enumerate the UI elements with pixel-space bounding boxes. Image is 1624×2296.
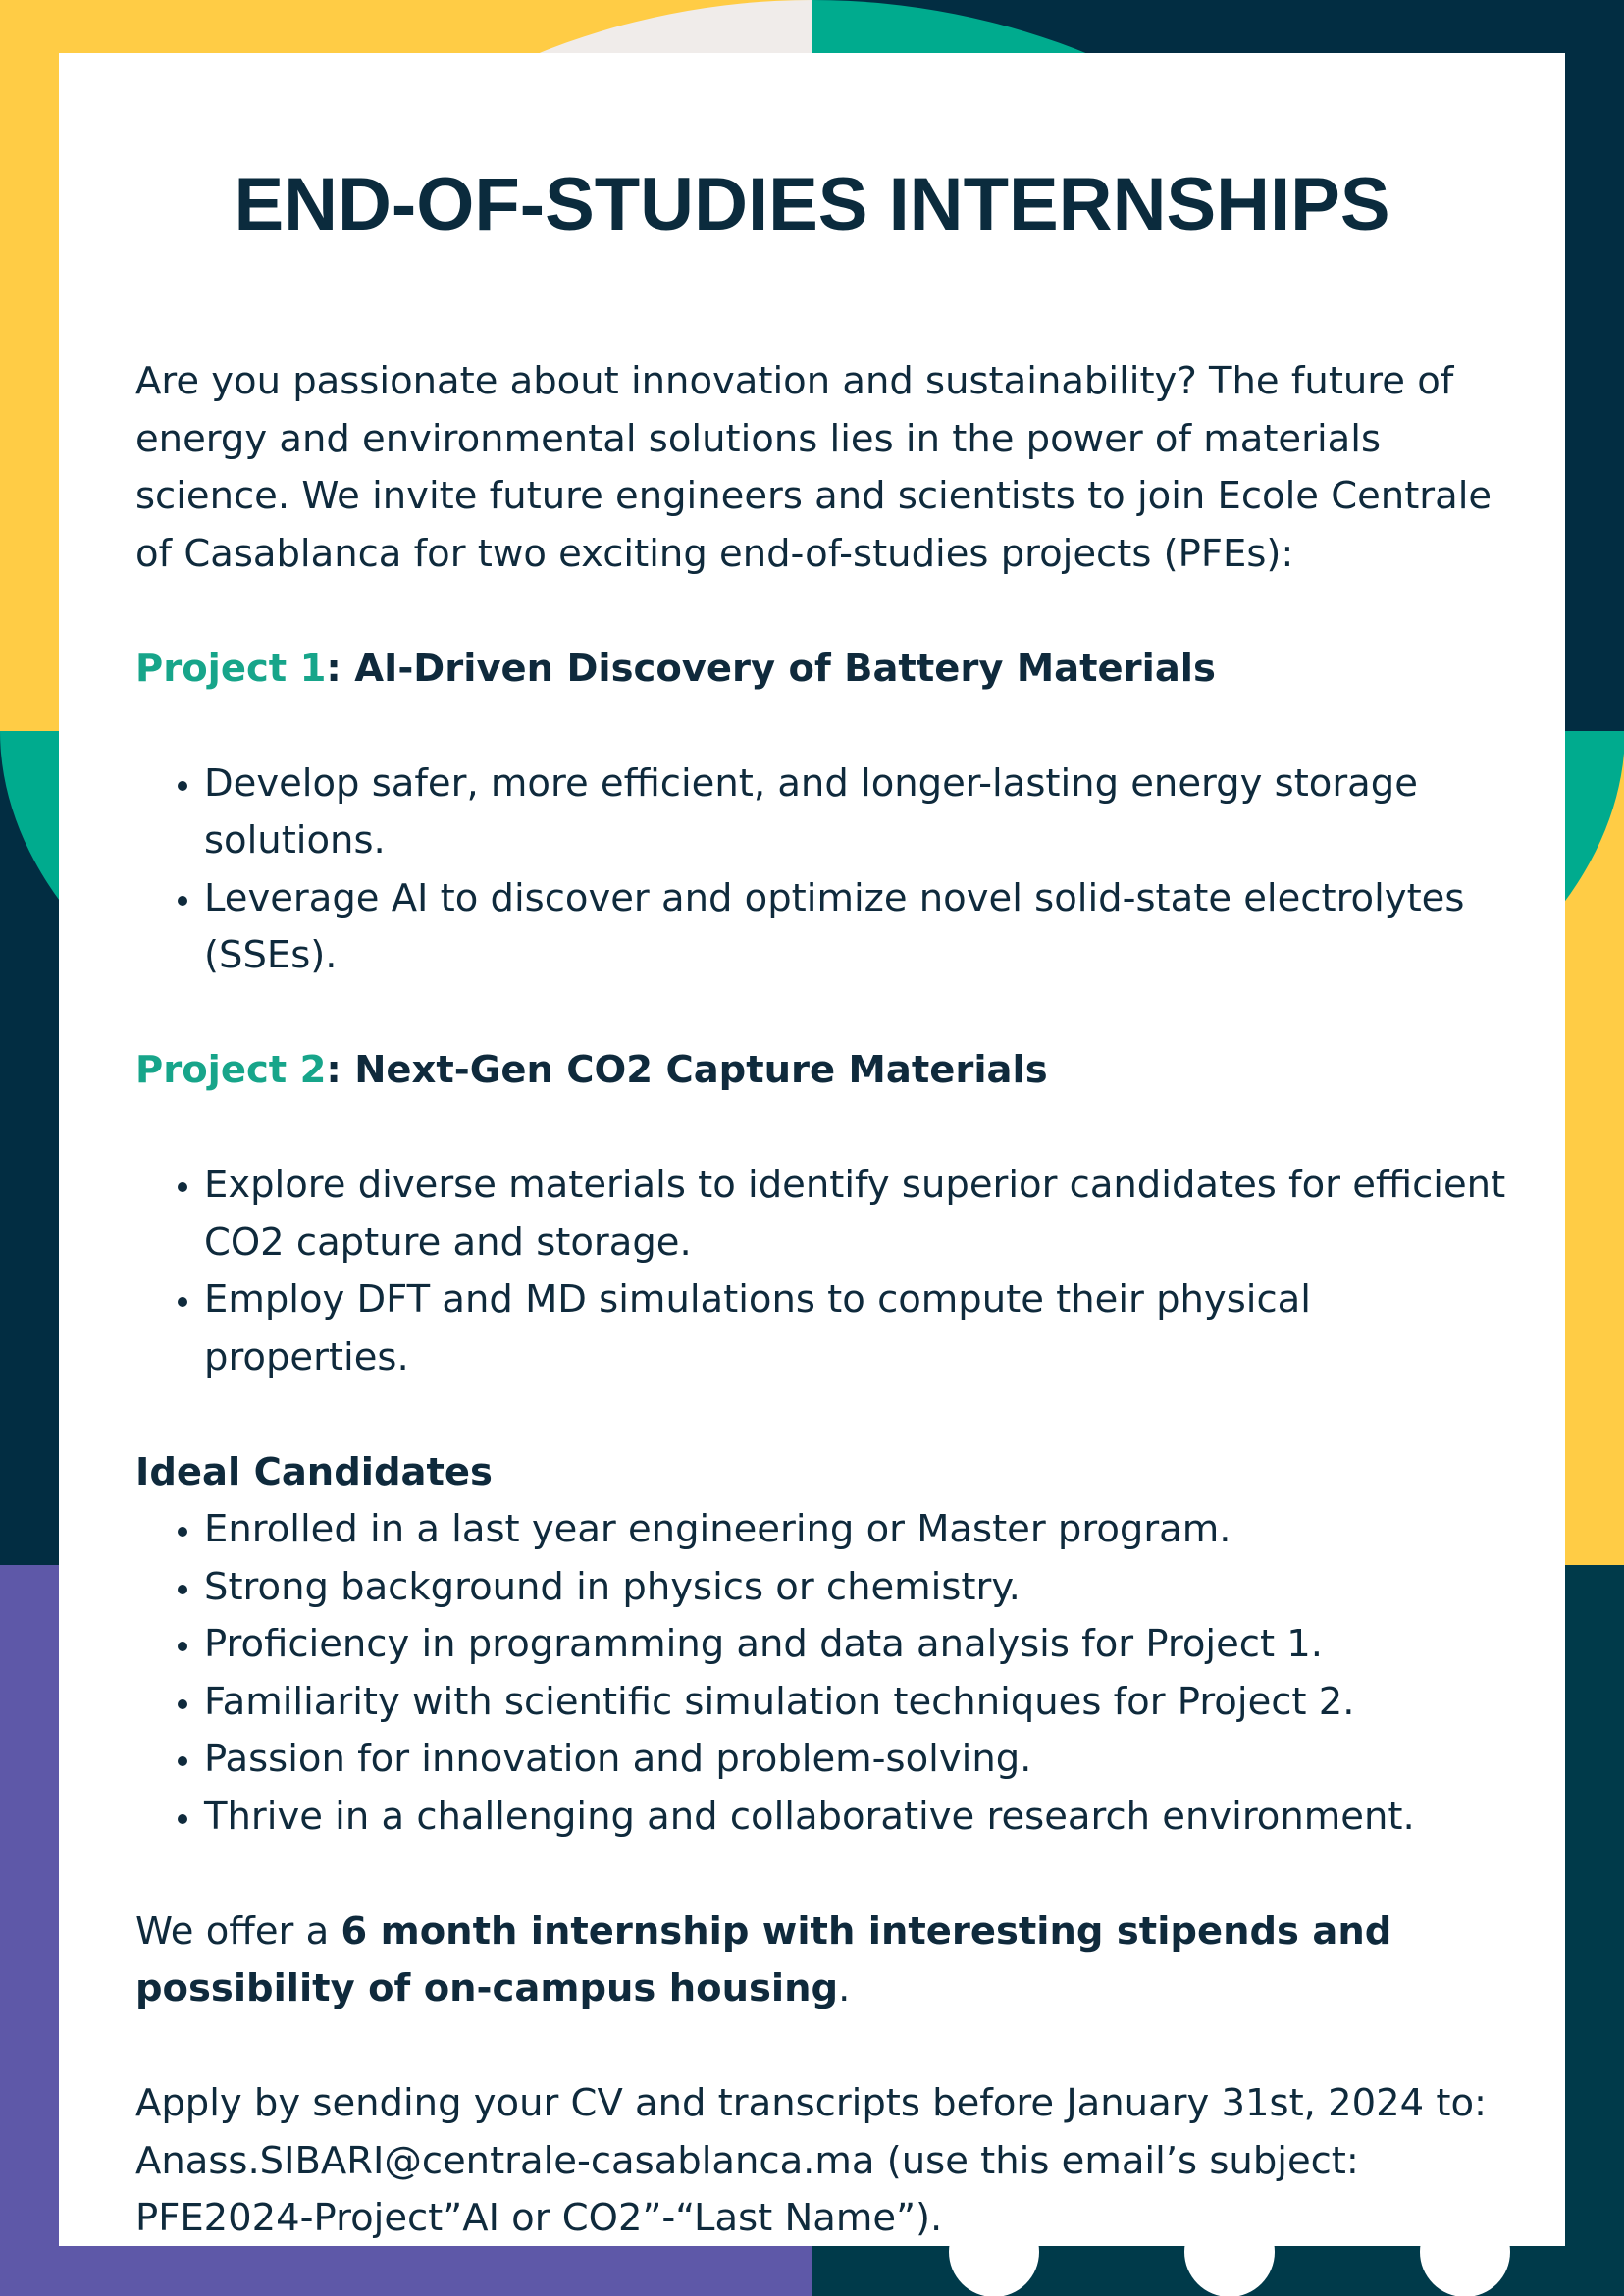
page-title: END-OF-STUDIES INTERNSHIPS: [234, 163, 1390, 246]
project1-tag: Project 1: [135, 646, 327, 691]
flyer-card: [59, 53, 1565, 2246]
flyer-content: [135, 353, 1509, 2248]
candidates-bullets: [135, 1501, 1509, 1846]
project1-name: AI-Driven Discovery of Battery Materials: [354, 646, 1216, 691]
offer-highlight: 6 month internship with interesting stipends and possibility of on-campus housing: [135, 1908, 1392, 2010]
project2-name: Next-Gen CO2 Capture Materials: [354, 1048, 1048, 1092]
list-item: • Employ DFT and MD simulations to compute their physical properties.: [204, 1272, 1509, 1386]
list-item: • Passion for innovation and problem-solving.: [204, 1731, 1509, 1789]
list-item: • Leverage AI to discover and optimize novel solid-state electrolytes (SSEs).: [204, 870, 1509, 985]
intro-paragraph: Are you passionate about innovation and sustainability? The future of energy and environmental solutions lies in the power of materials science. We invite future engineers and scientists to join Ecole Centrale of Casablanca for two exciting end-of-studies projects (PFEs):: [135, 359, 1493, 576]
apply-line-2: Anass.SIBARI@centrale-casablanca.ma (use this email’s subject: PFE2024-Project”AI or CO2”-“Last Name”).: [135, 2138, 1359, 2240]
project1-bullets: [135, 756, 1509, 985]
list-item: • Strong background in physics or chemistry.: [204, 1559, 1509, 1617]
list-item: • Thrive in a challenging and collaborative research environment.: [204, 1789, 1509, 1847]
project1-heading: Project 1: AI-Driven Discovery of Battery Materials: [135, 646, 1216, 691]
list-item: • Proficiency in programming and data analysis for Project 1.: [204, 1616, 1509, 1674]
apply-line-1: Apply by sending your CV and transcripts before January 31st, 2024 to:: [135, 2081, 1487, 2125]
list-item: • Explore diverse materials to identify superior candidates for efficient CO2 capture and storage.: [204, 1157, 1509, 1272]
project2-heading: Project 2: Next-Gen CO2 Capture Materials: [135, 1048, 1048, 1092]
offer-paragraph: We offer a 6 month internship with interesting stipends and possibility of on-campus housing.: [135, 1908, 1392, 2010]
project2-tag: Project 2: [135, 1048, 327, 1092]
project2-bullets: [135, 1157, 1509, 1386]
candidates-heading: Ideal Candidates: [135, 1449, 493, 1494]
list-item: • Enrolled in a last year engineering or Master program.: [204, 1501, 1509, 1559]
list-item: • Familiarity with scientific simulation techniques for Project 2.: [204, 1674, 1509, 1732]
list-item: • Develop safer, more efficient, and longer-lasting energy storage solutions.: [204, 756, 1509, 870]
